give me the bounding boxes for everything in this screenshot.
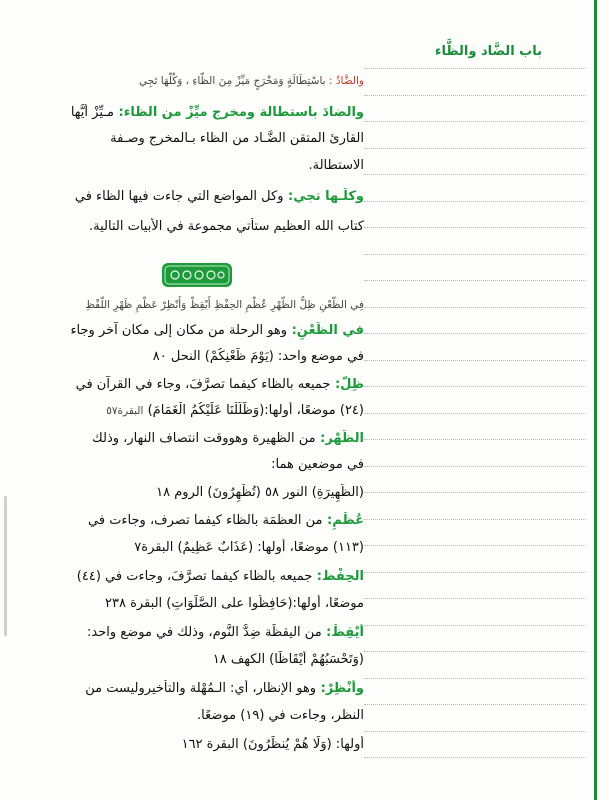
note-line: [364, 651, 586, 652]
note-line: [364, 227, 586, 228]
note-line: [364, 678, 586, 679]
notes-column: [364, 38, 590, 798]
intro-line-1: [14, 104, 364, 122]
note-line: [364, 174, 586, 175]
zuhr-word: الظُّهْر:: [315, 431, 364, 446]
note-line: [364, 121, 586, 122]
note-line: [364, 95, 586, 96]
main-text: [14, 40, 364, 800]
anzir-line-3: أولها: (وَلَا هُمْ يُنظَرُونَ) البقرة ١٦٢: [181, 737, 364, 752]
uzm-word: عُظْمِ:: [322, 513, 364, 528]
note-line: [364, 625, 586, 626]
note-line: [364, 731, 586, 732]
zill-word: ظِلّ:: [330, 377, 364, 392]
note-line: [364, 492, 586, 493]
note-line: [364, 757, 586, 758]
zill-line-2-text: (٢٤) موضعًا، أولها:(وَظَلَّلْنَا عَلَيْكُمُ الْغَمَامَ): [143, 403, 364, 418]
intro-rest-4: وكل المواضع التي جاءت فيها الظاء في: [74, 189, 284, 204]
intro-line-2: القارئ المتقن الضَّـاد من الظاء بـالمخرج وصـفة: [110, 131, 364, 146]
note-line: [364, 413, 586, 414]
uzm-text: من العظمَة بالظاء كيفما تصرف، وجاءت في: [88, 513, 323, 528]
uzm-line-1: [14, 512, 364, 530]
note-line: [364, 307, 586, 308]
green-ornament-icon: [161, 262, 233, 288]
intro-line-3: الاستطالة.: [308, 158, 364, 173]
note-line: [364, 704, 586, 705]
note-line: [364, 68, 586, 69]
zaan-text: وهو الرحلة من مكان إلى مكان آخر وجاء: [70, 323, 288, 338]
zill-line-2: [14, 402, 364, 420]
intro-heading-2: وكلُّـها تجي:: [283, 189, 364, 204]
note-line: [364, 333, 586, 334]
note-line: [364, 439, 586, 440]
anzir-line-1: [14, 680, 364, 698]
note-line: [364, 148, 586, 149]
note-line: [364, 201, 586, 202]
ayqiz-word: أَيْقِظْ:: [321, 625, 364, 640]
page-edge-bar: [594, 0, 597, 800]
hifz-line-2: موضعًا، أولها:(حَافِظُوا على الصَّلَوَاتِ) البقرة ٢٣٨: [105, 596, 364, 611]
zuhr-line-3: (الظَّهِيرَةِ) النور ٥٨ (تُظْهِرُونَ) الروم ١٨: [156, 485, 364, 500]
note-line: [364, 598, 586, 599]
note-line: [364, 280, 586, 281]
uzm-line-2: (١١٣) موضعًا، أولها: (عَذَابٌ عَظِيمٌ) البقرة٧: [134, 540, 364, 555]
ayqiz-text: من اليقظَة ضِدُّ النَّوم، وذلك في موضع واحد:: [87, 625, 322, 640]
verse-line-1: [14, 72, 364, 90]
anzir-line-2: النظر، وجاءت في (١٩) موضعًا.: [197, 708, 364, 723]
hifz-word: الحِفْظ:: [312, 569, 364, 584]
zaan-word: في الظَّعْنِ:: [287, 323, 364, 338]
scroll-handle[interactable]: [4, 496, 7, 636]
ayqiz-line-1: [14, 624, 364, 642]
note-line: [364, 466, 586, 467]
intro-rest-1: مـيِّزْ أيُّها: [70, 105, 115, 120]
anzir-word: وأَنْظِرْ:: [316, 681, 364, 696]
intro-line-4: [14, 188, 364, 206]
zuhr-text: من الظهيرة وهووقت انتصاف النهار، وذلك: [92, 431, 316, 446]
note-line: [364, 545, 586, 546]
hifz-line-1: [14, 568, 364, 586]
zaan-line-1: [14, 322, 364, 340]
zuhr-line-1: [14, 430, 364, 448]
zill-ref: البقرة٥٧: [106, 405, 144, 417]
notes-title: باب الضَّاد والظَّاء: [434, 44, 542, 59]
zaan-line-2: في موضع واحد: (يَوْمَ ظَعْنِكُمْ) النحل ٨٠: [152, 349, 364, 364]
anzir-text: وهو الإنظار، أي: الـمُهْلة والتأخيروليست من: [85, 681, 317, 696]
verse-line-2: فِي الظَّعْنِ ظِلُّ الظُّهْرِ عُظْمِ الحِفْظِ أَيْقِظْ وَأَنْظِرْ عَظْمِ ظَهْرِ اللَّفْظِ: [85, 299, 364, 311]
zill-line-1: [14, 376, 364, 394]
intro-heading-1: والضادَ باستطالة ومخرج ميِّزْ من الظاء:: [114, 105, 364, 120]
note-line: [364, 254, 586, 255]
note-line: [364, 386, 586, 387]
note-line: [364, 519, 586, 520]
ayqiz-line-2: (وَتَحْسَبُهُمْ أَيْقَاظًا) الكهف ١٨: [212, 652, 364, 667]
note-line: [364, 572, 586, 573]
hifz-text: جميعه بالظاء كيفما تصرَّفَ، وجاءت في (٤٤): [76, 569, 313, 584]
zuhr-line-2: في موضعين هما:: [271, 457, 364, 472]
note-line: [364, 360, 586, 361]
intro-line-5: كتاب الله العظيم ستأتي مجموعة في الأبيات التالية.: [89, 219, 364, 234]
verse-prefix: والضَّادُ :: [328, 75, 364, 87]
verse-body: باسْتِطَالَةٍ وَمَخْرَجٍ مَيِّزْ مِنَ الظَّاءِ ، وَكُلُّهَا تَجِي: [138, 75, 329, 87]
zill-text: جميعه بالظاء كيفما تصرَّفَ، وجاء في القرآن في: [75, 377, 331, 392]
